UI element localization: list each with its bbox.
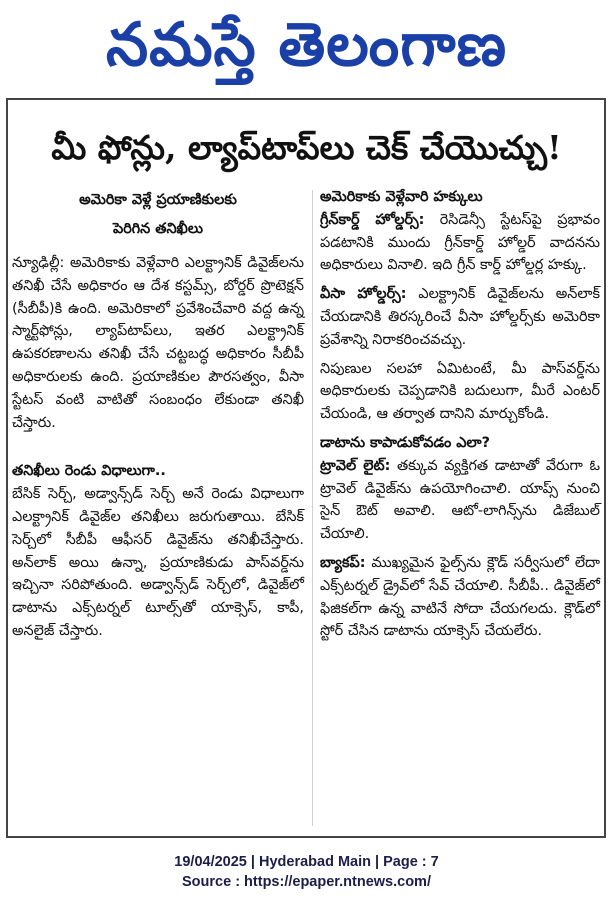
backup-text: ముఖ్యమైన ఫైల్స్‌ను క్లౌడ్ సర్వీసులో లేదా ఎక్స్‌టర్నల్ డ్రైవ్‌లో సేవ్ చేయాలి. సీబీపీ.. డివైజ్‌లో ఫిజికల్‌గా ఉన్న వాటినే సోదా చేయగలదు. క్లౌడ్‌లో స్టోర్ చేసిన డాటాను యాక్సెస్ చేయలేరు.: [320, 554, 600, 640]
footer: [0, 852, 613, 892]
kicker: [12, 186, 304, 244]
backup-label: బ్యాకప్:: [320, 554, 366, 571]
footer-page: Page : 7: [383, 854, 439, 870]
subhead-inspections: తనిఖీలు రెండు విధాలుగా..: [12, 463, 166, 480]
visa-label: వీసా హోల్డర్స్:: [320, 286, 407, 303]
greencard-text: రెసిడెన్సీ స్టేటస్‌పై ప్రభావం పడటానికి ముందు గ్రీన్‌కార్డ్ హోల్డర్ వాదనను అధికారులు వినాలి. ఇది గ్రీన్ కార్డ్ హోల్డర్ల హక్కు.: [320, 211, 600, 274]
newspaper-logo: నమస్తే తెలంగాణ: [105, 10, 508, 80]
right-column: [320, 186, 600, 649]
subhead-rights: అమెరికాకు వెళ్లేవారి హక్కులు: [320, 189, 483, 205]
travel-light-label: ట్రావెల్ లైట్:: [320, 457, 391, 474]
travel-light-text: తక్కువ వ్యక్తిగత డాటాతో వేరుగా ఓ ట్రావెల్ డివైజ్‌ను ఉపయోగించాలి. యాప్స్ నుంచి సైన్ ఔట్ అవాలి. ఆటో-లాగిన్స్‌ను డిజేబుల్ చేయాలి.: [320, 457, 600, 543]
article-headline: మీ ఫోన్లు, ల్యాప్‌టాప్‌లు చెక్ చేయొచ్చు!: [51, 128, 562, 167]
travel-light-paragraph: [320, 455, 600, 546]
subhead-protect-data: డాటాను కాపాడుకోవడం ఎలా?: [320, 434, 490, 451]
masthead: [0, 0, 613, 96]
visa-paragraph: [320, 283, 600, 351]
footer-edition: Hyderabad Main: [258, 854, 371, 870]
inspections-paragraph: బేసిక్ సెర్చ్, అడ్వాన్స్‌డ్ సెర్చ్ అనే రెండు విధాలుగా ఎలక్ట్రానిక్ డివైజ్‌ల తనిఖీలు జరుగుతాయి. బేసిక్ సెర్చ్‌లో సీబీపీ ఆఫీసర్ డివైజ్‌ను తనిఖీచేస్తారు. అన్‌లాక్ అయి ఉన్నా, ప్రయాణికుడు పాస్‌వర్డ్‌ను ఇచ్చినా సరిపోతుంది. అడ్వాన్స్‌డ్ సెర్చ్‌లో, డివైజ్‌లో డాటాను ఎక్స్‌టర్నల్ టూల్స్‌తో యాక్సెస్, కాపీ, అనలైజ్ చేస్తారు.: [12, 486, 304, 639]
footer-separator: |: [370, 854, 384, 870]
intro-paragraph: న్యూఢిల్లీ: అమెరికాకు వెళ్లేవారి ఎలక్ట్రానిక్ డివైజ్‌లను తనిఖీ చేసే అధికారం ఆ దేశ కస్టమ్స్, బోర్డర్ ప్రొటెక్షన్ (సీబీపీ)కి ఉంది. అమెరికాలో ప్రవేశించేవారి వద్ద ఉన్న స్మార్ట్‌ఫోన్లు, ల్యాప్‌టాప్‌లు, ఇతర ఎలక్ట్రానిక్ ఉపకరణాలను తనిఖీ చేసే చట్టబద్ధ అధికారం సీబీపీ అధికారులకు ఉంది. ప్రయాణికుల పౌరసత్వం, వీసా స్టేటస్ వంటి వాటితో సంబంధం లేకుండా తనిఖీ చేస్తారు.: [12, 255, 304, 431]
kicker-line-2: పెరిగిన తనిఖీలు: [112, 221, 204, 237]
greencard-label: గ్రీన్‌కార్డ్ హోల్డర్స్:: [320, 211, 425, 228]
column-divider: [312, 190, 313, 826]
footer-date: 19/04/2025: [174, 854, 247, 870]
visa-text: ఎలక్ట్రానిక్ డివైజ్‌లను అన్‌లాక్ చేయడానికి తిరస్కరించే వీసా హోల్డర్స్‌కు అమెరికా ప్రవేశాన్ని నిరాకరించవచ్చు.: [320, 286, 600, 348]
backup-paragraph: [320, 552, 600, 643]
footer-source[interactable]: Source : https://epaper.ntnews.com/: [182, 874, 431, 890]
left-column: [12, 186, 304, 651]
footer-separator: |: [246, 854, 259, 870]
footer-line-1: [0, 852, 613, 872]
kicker-line-1: అమెరికా వెళ్లే ప్రయాణికులకు: [79, 192, 237, 208]
greencard-paragraph: [320, 209, 600, 277]
section-spacer: [12, 442, 304, 460]
experts-paragraph: నిపుణుల సలహా ఏమిటంటే, మీ పాస్‌వర్డ్‌ను అధికారులకు చెప్పడానికి బదులుగా, మీరే ఎంటర్ చేయండి, ఆ తర్వాత దానిని మార్చుకోండి.: [320, 360, 600, 423]
